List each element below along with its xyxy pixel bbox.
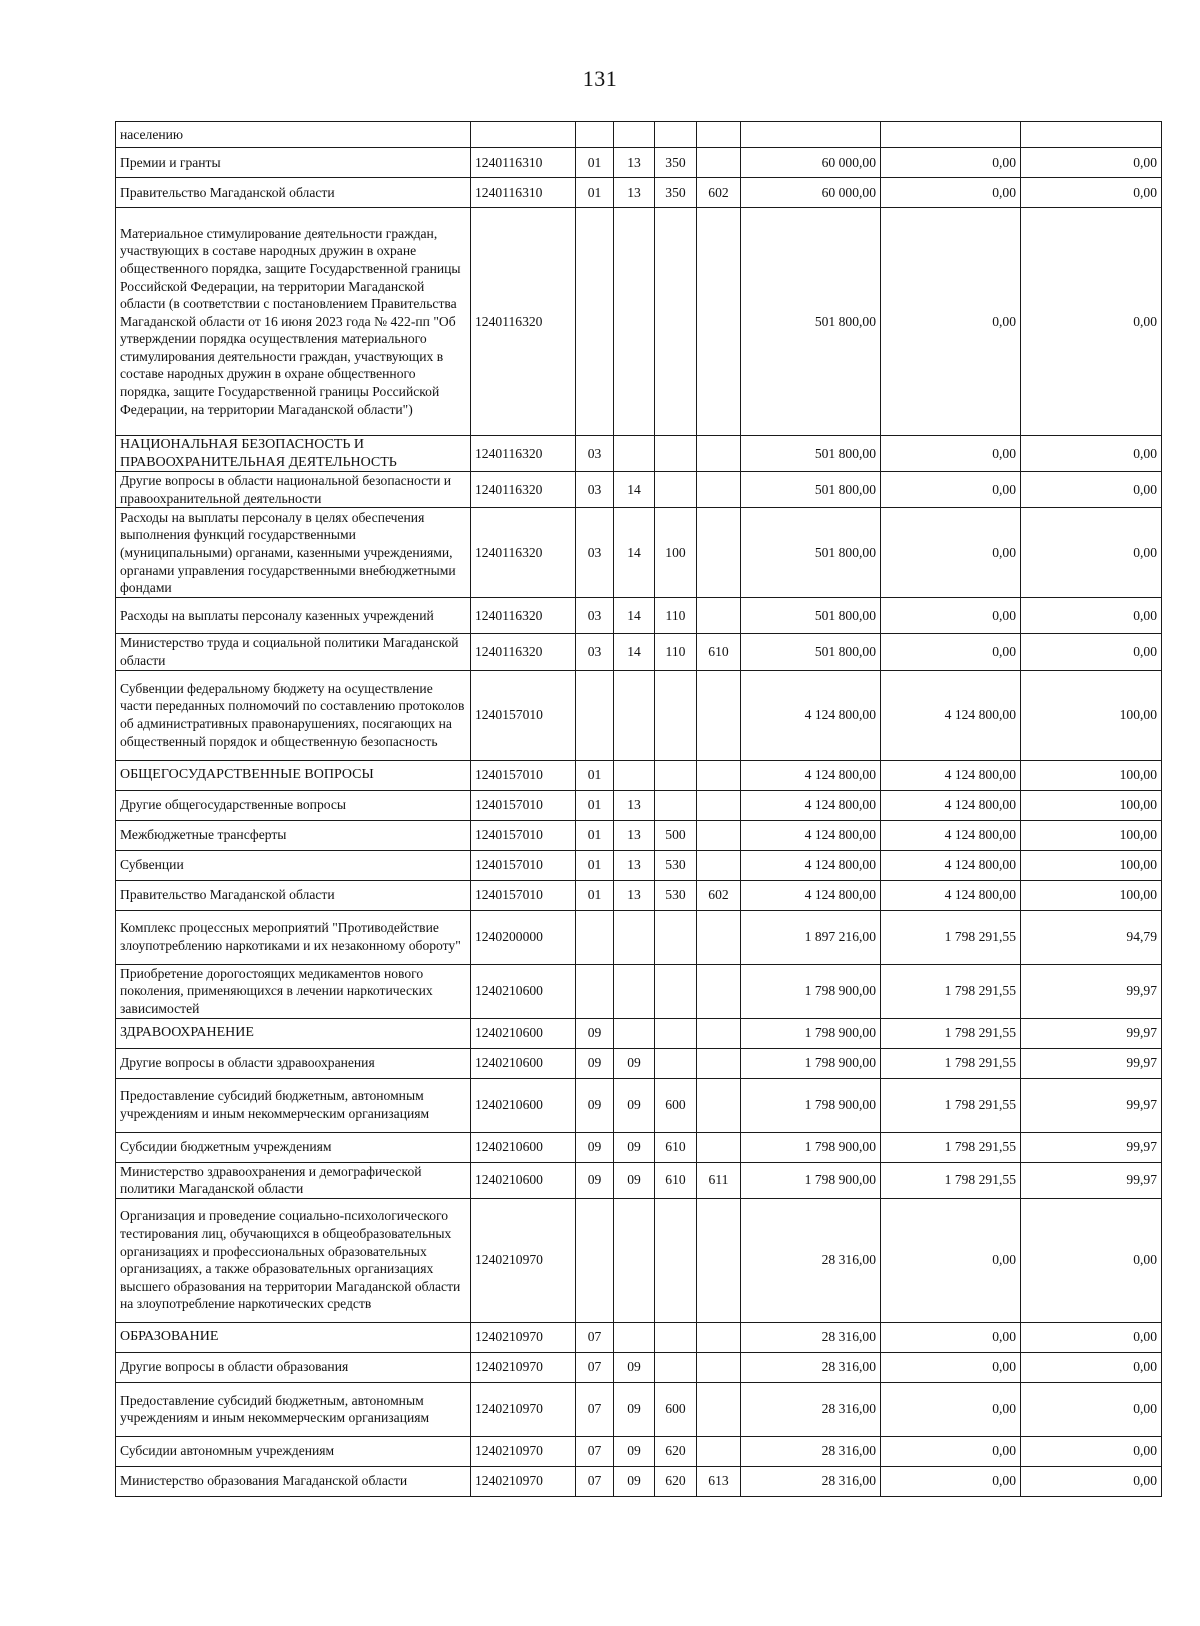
cell-section: 01	[576, 790, 614, 820]
cell-subsection: 09	[614, 1352, 655, 1382]
cell-percent: 0,00	[1021, 1382, 1162, 1436]
cell-subsection: 09	[614, 1466, 655, 1496]
cell-section: 07	[576, 1322, 614, 1352]
cell-subsection: 13	[614, 148, 655, 178]
cell-name: Министерство здравоохранения и демографической политики Магаданской области	[116, 1162, 471, 1198]
cell-planned: 501 800,00	[741, 436, 881, 472]
cell-section: 03	[576, 436, 614, 472]
cell-subsection	[614, 670, 655, 760]
table-row	[116, 1322, 1162, 1352]
cell-executed: 4 124 800,00	[881, 790, 1021, 820]
cell-administrator	[697, 508, 741, 598]
cell-name: Премии и гранты	[116, 148, 471, 178]
cell-executed: 0,00	[881, 436, 1021, 472]
cell-section: 03	[576, 472, 614, 508]
cell-expense-type: 100	[655, 508, 697, 598]
cell-percent: 0,00	[1021, 1198, 1162, 1322]
cell-administrator: 611	[697, 1162, 741, 1198]
cell-subsection	[614, 208, 655, 436]
cell-percent: 99,97	[1021, 1078, 1162, 1132]
cell-percent: 99,97	[1021, 1048, 1162, 1078]
cell-section: 01	[576, 850, 614, 880]
cell-name: Правительство Магаданской области	[116, 178, 471, 208]
cell-name: Правительство Магаданской области	[116, 880, 471, 910]
cell-section: 09	[576, 1018, 614, 1048]
cell-subsection: 13	[614, 820, 655, 850]
cell-percent: 0,00	[1021, 1436, 1162, 1466]
table-row	[116, 208, 1162, 436]
cell-name: Другие вопросы в области образования	[116, 1352, 471, 1382]
cell-section: 01	[576, 760, 614, 790]
budget-table	[115, 121, 1162, 1497]
cell-expense-type	[655, 1048, 697, 1078]
cell-target-code: 1240116320	[471, 598, 576, 634]
cell-expense-type	[655, 790, 697, 820]
cell-executed: 0,00	[881, 1466, 1021, 1496]
cell-percent: 0,00	[1021, 598, 1162, 634]
cell-section: 01	[576, 880, 614, 910]
cell-planned: 1 798 900,00	[741, 1018, 881, 1048]
cell-name: Приобретение дорогостоящих медикаментов нового поколения, применяющихся в лечении наркотических зависимостей	[116, 964, 471, 1018]
cell-section: 07	[576, 1466, 614, 1496]
cell-expense-type: 110	[655, 598, 697, 634]
cell-percent: 100,00	[1021, 820, 1162, 850]
cell-planned: 28 316,00	[741, 1322, 881, 1352]
cell-executed: 0,00	[881, 208, 1021, 436]
cell-executed: 0,00	[881, 1322, 1021, 1352]
cell-subsection	[614, 1198, 655, 1322]
cell-section: 01	[576, 148, 614, 178]
cell-subsection	[614, 122, 655, 148]
cell-percent: 99,97	[1021, 1132, 1162, 1162]
cell-name: ОБРАЗОВАНИЕ	[116, 1322, 471, 1352]
table-row	[116, 1198, 1162, 1322]
cell-target-code: 1240116310	[471, 178, 576, 208]
cell-target-code: 1240210600	[471, 1018, 576, 1048]
cell-administrator	[697, 122, 741, 148]
cell-executed: 0,00	[881, 598, 1021, 634]
cell-expense-type: 110	[655, 634, 697, 670]
table-body	[116, 122, 1162, 1497]
cell-expense-type: 620	[655, 1466, 697, 1496]
cell-expense-type	[655, 670, 697, 760]
cell-administrator	[697, 598, 741, 634]
cell-name: Министерство труда и социальной политики Магаданской области	[116, 634, 471, 670]
cell-expense-type: 610	[655, 1162, 697, 1198]
cell-planned: 501 800,00	[741, 508, 881, 598]
cell-subsection	[614, 760, 655, 790]
cell-subsection	[614, 1322, 655, 1352]
table-row	[116, 850, 1162, 880]
cell-name: Субвенции федеральному бюджету на осуществление части переданных полномочий по составлению протоколов об административных правонарушениях, посягающих на общественный порядок и общественную безопасность	[116, 670, 471, 760]
cell-target-code: 1240157010	[471, 850, 576, 880]
cell-administrator	[697, 436, 741, 472]
cell-percent: 100,00	[1021, 880, 1162, 910]
cell-planned: 4 124 800,00	[741, 880, 881, 910]
cell-section	[576, 670, 614, 760]
cell-percent	[1021, 122, 1162, 148]
cell-expense-type	[655, 436, 697, 472]
cell-expense-type: 350	[655, 178, 697, 208]
cell-name: Субвенции	[116, 850, 471, 880]
cell-administrator: 602	[697, 178, 741, 208]
table-row	[116, 1352, 1162, 1382]
cell-expense-type	[655, 1322, 697, 1352]
table-row	[116, 1018, 1162, 1048]
cell-planned: 1 798 900,00	[741, 1162, 881, 1198]
cell-percent: 0,00	[1021, 208, 1162, 436]
cell-target-code: 1240157010	[471, 880, 576, 910]
cell-planned: 501 800,00	[741, 598, 881, 634]
cell-administrator	[697, 790, 741, 820]
cell-section: 03	[576, 598, 614, 634]
cell-expense-type	[655, 1352, 697, 1382]
table-row	[116, 910, 1162, 964]
cell-planned: 4 124 800,00	[741, 820, 881, 850]
cell-executed: 1 798 291,55	[881, 1132, 1021, 1162]
cell-target-code: 1240116320	[471, 634, 576, 670]
cell-subsection: 14	[614, 634, 655, 670]
cell-administrator: 610	[697, 634, 741, 670]
cell-percent: 100,00	[1021, 760, 1162, 790]
table-row	[116, 670, 1162, 760]
cell-subsection: 14	[614, 508, 655, 598]
cell-name: Материальное стимулирование деятельности граждан, участвующих в составе народных дружин в охране общественного порядка, защите Государственной границы Российской Федерации, на территории Магаданской области (в соответствии с постановлением Правительства Магаданской области от 16 июня 2023 года № 422-пп "Об утверждении порядка осуществления материального стимулирования деятельности граждан, участвующих в составе народных дружин в охране общественного порядка, защите Государственной границы Российской Федерации, на территории Магаданской области")	[116, 208, 471, 436]
cell-administrator	[697, 850, 741, 880]
cell-executed: 0,00	[881, 178, 1021, 208]
cell-name: Другие вопросы в области национальной безопасности и правоохранительной деятельности	[116, 472, 471, 508]
cell-name: Предоставление субсидий бюджетным, автономным учреждениям и иным некоммерческим организациям	[116, 1078, 471, 1132]
cell-section: 09	[576, 1078, 614, 1132]
cell-administrator	[697, 910, 741, 964]
cell-administrator	[697, 1018, 741, 1048]
cell-percent: 100,00	[1021, 670, 1162, 760]
cell-percent: 0,00	[1021, 472, 1162, 508]
cell-expense-type: 610	[655, 1132, 697, 1162]
cell-section: 09	[576, 1162, 614, 1198]
cell-percent: 100,00	[1021, 790, 1162, 820]
cell-administrator	[697, 1352, 741, 1382]
cell-target-code: 1240210970	[471, 1198, 576, 1322]
cell-target-code: 1240157010	[471, 790, 576, 820]
table-row	[116, 634, 1162, 670]
page-number: 131	[582, 66, 618, 91]
cell-target-code: 1240210600	[471, 1162, 576, 1198]
cell-name: ЗДРАВООХРАНЕНИЕ	[116, 1018, 471, 1048]
cell-target-code: 1240157010	[471, 820, 576, 850]
cell-administrator	[697, 1048, 741, 1078]
cell-expense-type	[655, 472, 697, 508]
cell-executed: 0,00	[881, 148, 1021, 178]
cell-executed: 0,00	[881, 1382, 1021, 1436]
cell-subsection: 13	[614, 790, 655, 820]
cell-percent: 0,00	[1021, 634, 1162, 670]
table-row	[116, 760, 1162, 790]
cell-administrator	[697, 1198, 741, 1322]
cell-subsection: 13	[614, 850, 655, 880]
table-row	[116, 964, 1162, 1018]
table-row	[116, 472, 1162, 508]
cell-administrator	[697, 148, 741, 178]
cell-executed: 1 798 291,55	[881, 910, 1021, 964]
cell-name: Комплекс процессных мероприятий "Противодействие злоупотреблению наркотиками и их незаконному обороту"	[116, 910, 471, 964]
cell-executed: 1 798 291,55	[881, 1018, 1021, 1048]
cell-target-code: 1240116320	[471, 508, 576, 598]
cell-percent: 0,00	[1021, 1322, 1162, 1352]
cell-subsection: 13	[614, 178, 655, 208]
cell-planned: 4 124 800,00	[741, 760, 881, 790]
cell-expense-type: 600	[655, 1078, 697, 1132]
cell-expense-type: 500	[655, 820, 697, 850]
cell-percent: 99,97	[1021, 964, 1162, 1018]
cell-administrator	[697, 1436, 741, 1466]
cell-subsection	[614, 1018, 655, 1048]
cell-target-code: 1240210970	[471, 1322, 576, 1352]
cell-executed	[881, 122, 1021, 148]
cell-planned: 28 316,00	[741, 1352, 881, 1382]
cell-target-code: 1240116310	[471, 148, 576, 178]
cell-name: НАЦИОНАЛЬНАЯ БЕЗОПАСНОСТЬ И ПРАВООХРАНИТЕЛЬНАЯ ДЕЯТЕЛЬНОСТЬ	[116, 436, 471, 472]
cell-expense-type: 530	[655, 850, 697, 880]
cell-planned: 1 798 900,00	[741, 1048, 881, 1078]
cell-expense-type	[655, 964, 697, 1018]
table-row	[116, 820, 1162, 850]
cell-executed: 0,00	[881, 508, 1021, 598]
cell-target-code: 1240200000	[471, 910, 576, 964]
cell-section: 07	[576, 1382, 614, 1436]
cell-subsection: 09	[614, 1078, 655, 1132]
cell-target-code: 1240210970	[471, 1436, 576, 1466]
cell-target-code: 1240210600	[471, 1132, 576, 1162]
table-row	[116, 1382, 1162, 1436]
cell-section	[576, 1198, 614, 1322]
cell-subsection	[614, 436, 655, 472]
cell-planned: 501 800,00	[741, 634, 881, 670]
cell-administrator: 613	[697, 1466, 741, 1496]
cell-name: Организация и проведение социально-психологического тестирования лиц, обучающихся в общеобразовательных организациях и профессиональных образовательных организациях, а также образовательных организациях высшего образования на территории Магаданской области на злоупотребление наркотических средств	[116, 1198, 471, 1322]
cell-section: 01	[576, 178, 614, 208]
cell-target-code: 1240116320	[471, 208, 576, 436]
cell-section	[576, 122, 614, 148]
cell-section: 07	[576, 1352, 614, 1382]
cell-name: Расходы на выплаты персоналу в целях обеспечения выполнения функций государственными (муниципальными) органами, казенными учреждениями, органами управления государственными внебюджетными фондами	[116, 508, 471, 598]
cell-executed: 1 798 291,55	[881, 1162, 1021, 1198]
cell-planned: 1 798 900,00	[741, 1132, 881, 1162]
cell-planned: 1 897 216,00	[741, 910, 881, 964]
cell-administrator	[697, 472, 741, 508]
cell-executed: 1 798 291,55	[881, 964, 1021, 1018]
cell-subsection: 14	[614, 598, 655, 634]
cell-planned: 28 316,00	[741, 1198, 881, 1322]
cell-percent: 0,00	[1021, 436, 1162, 472]
cell-administrator	[697, 760, 741, 790]
cell-expense-type: 600	[655, 1382, 697, 1436]
cell-subsection: 09	[614, 1132, 655, 1162]
cell-administrator	[697, 1382, 741, 1436]
cell-section: 07	[576, 1436, 614, 1466]
cell-administrator	[697, 670, 741, 760]
cell-expense-type	[655, 1018, 697, 1048]
cell-target-code	[471, 122, 576, 148]
cell-planned: 60 000,00	[741, 178, 881, 208]
cell-percent: 99,97	[1021, 1018, 1162, 1048]
cell-executed: 4 124 800,00	[881, 880, 1021, 910]
cell-subsection: 09	[614, 1436, 655, 1466]
cell-planned: 28 316,00	[741, 1466, 881, 1496]
table-row	[116, 122, 1162, 148]
cell-expense-type	[655, 122, 697, 148]
cell-expense-type: 530	[655, 880, 697, 910]
cell-executed: 1 798 291,55	[881, 1048, 1021, 1078]
cell-name: Предоставление субсидий бюджетным, автономным учреждениям и иным некоммерческим организациям	[116, 1382, 471, 1436]
cell-planned: 501 800,00	[741, 208, 881, 436]
cell-expense-type: 350	[655, 148, 697, 178]
cell-name: Субсидии автономным учреждениям	[116, 1436, 471, 1466]
cell-executed: 0,00	[881, 1198, 1021, 1322]
cell-target-code: 1240210970	[471, 1352, 576, 1382]
cell-administrator	[697, 964, 741, 1018]
cell-administrator	[697, 820, 741, 850]
cell-name: населению	[116, 122, 471, 148]
cell-executed: 0,00	[881, 634, 1021, 670]
cell-subsection: 09	[614, 1048, 655, 1078]
cell-section: 03	[576, 508, 614, 598]
cell-executed: 0,00	[881, 1436, 1021, 1466]
cell-name: Субсидии бюджетным учреждениям	[116, 1132, 471, 1162]
cell-subsection: 14	[614, 472, 655, 508]
cell-name: Расходы на выплаты персоналу казенных учреждений	[116, 598, 471, 634]
cell-executed: 4 124 800,00	[881, 760, 1021, 790]
cell-expense-type	[655, 1198, 697, 1322]
cell-target-code: 1240116320	[471, 472, 576, 508]
cell-target-code: 1240157010	[471, 760, 576, 790]
cell-percent: 0,00	[1021, 1352, 1162, 1382]
table-row	[116, 880, 1162, 910]
cell-percent: 0,00	[1021, 508, 1162, 598]
cell-target-code: 1240210600	[471, 1078, 576, 1132]
cell-expense-type	[655, 910, 697, 964]
cell-target-code: 1240210970	[471, 1382, 576, 1436]
cell-administrator	[697, 1322, 741, 1352]
cell-section	[576, 208, 614, 436]
cell-administrator: 602	[697, 880, 741, 910]
cell-section: 01	[576, 820, 614, 850]
cell-planned: 4 124 800,00	[741, 850, 881, 880]
cell-executed: 0,00	[881, 1352, 1021, 1382]
cell-section: 09	[576, 1048, 614, 1078]
table-row	[116, 1048, 1162, 1078]
cell-planned: 4 124 800,00	[741, 790, 881, 820]
table-row	[116, 1132, 1162, 1162]
cell-administrator	[697, 1078, 741, 1132]
cell-planned: 4 124 800,00	[741, 670, 881, 760]
table-row	[116, 1436, 1162, 1466]
cell-target-code: 1240210600	[471, 1048, 576, 1078]
cell-administrator	[697, 208, 741, 436]
cell-planned: 28 316,00	[741, 1436, 881, 1466]
cell-name: ОБЩЕГОСУДАРСТВЕННЫЕ ВОПРОСЫ	[116, 760, 471, 790]
table-row	[116, 178, 1162, 208]
cell-planned: 28 316,00	[741, 1382, 881, 1436]
cell-percent: 0,00	[1021, 148, 1162, 178]
cell-percent: 94,79	[1021, 910, 1162, 964]
cell-section: 09	[576, 1132, 614, 1162]
cell-expense-type	[655, 760, 697, 790]
cell-percent: 100,00	[1021, 850, 1162, 880]
cell-target-code: 1240157010	[471, 670, 576, 760]
cell-expense-type: 620	[655, 1436, 697, 1466]
cell-target-code: 1240210600	[471, 964, 576, 1018]
cell-section: 03	[576, 634, 614, 670]
cell-planned: 1 798 900,00	[741, 964, 881, 1018]
cell-executed: 4 124 800,00	[881, 670, 1021, 760]
cell-section	[576, 964, 614, 1018]
cell-subsection: 13	[614, 880, 655, 910]
cell-subsection: 09	[614, 1382, 655, 1436]
cell-planned: 60 000,00	[741, 148, 881, 178]
table-row	[116, 1078, 1162, 1132]
cell-section	[576, 910, 614, 964]
cell-subsection	[614, 910, 655, 964]
cell-name: Другие вопросы в области здравоохранения	[116, 1048, 471, 1078]
cell-subsection	[614, 964, 655, 1018]
cell-percent: 99,97	[1021, 1162, 1162, 1198]
cell-executed: 4 124 800,00	[881, 820, 1021, 850]
cell-name: Другие общегосударственные вопросы	[116, 790, 471, 820]
cell-planned	[741, 122, 881, 148]
table-row	[116, 1162, 1162, 1198]
cell-target-code: 1240116320	[471, 436, 576, 472]
cell-target-code: 1240210970	[471, 1466, 576, 1496]
table-row	[116, 436, 1162, 472]
table-row	[116, 598, 1162, 634]
table-row	[116, 148, 1162, 178]
cell-subsection: 09	[614, 1162, 655, 1198]
table-row	[116, 790, 1162, 820]
cell-executed: 0,00	[881, 472, 1021, 508]
cell-percent: 0,00	[1021, 1466, 1162, 1496]
cell-percent: 0,00	[1021, 178, 1162, 208]
cell-administrator	[697, 1132, 741, 1162]
cell-planned: 1 798 900,00	[741, 1078, 881, 1132]
table-row	[116, 1466, 1162, 1496]
cell-executed: 4 124 800,00	[881, 850, 1021, 880]
cell-executed: 1 798 291,55	[881, 1078, 1021, 1132]
cell-expense-type	[655, 208, 697, 436]
cell-name: Министерство образования Магаданской области	[116, 1466, 471, 1496]
cell-name: Межбюджетные трансферты	[116, 820, 471, 850]
table-row	[116, 508, 1162, 598]
cell-planned: 501 800,00	[741, 472, 881, 508]
